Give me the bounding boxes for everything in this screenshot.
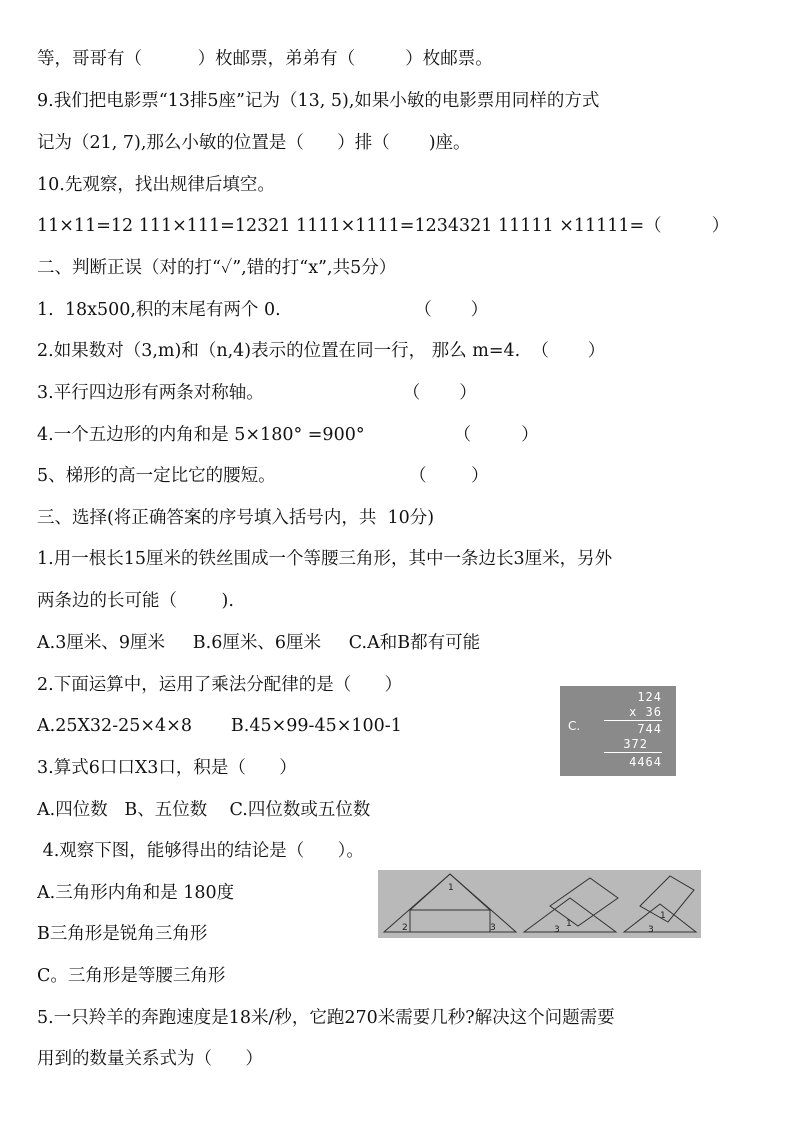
mult-option-label: C. <box>568 719 581 733</box>
judge-item-3: 3.平行四边形有两条对称轴。 （ ） <box>37 383 477 403</box>
angle-label: 1 <box>660 911 666 921</box>
mult-row: 744 <box>637 722 662 736</box>
mult-row: 124 <box>637 690 662 704</box>
judge-item-1: 1. 18x500,积的末尾有两个 0. （ ） <box>37 300 489 320</box>
mult-rule <box>604 752 662 753</box>
q10-pattern: 11×11=12 111×111=12321 1111×1111=1234321 11111 ×11111=（ ） <box>37 216 730 236</box>
choice-4-option-a: A.三角形内角和是 180度 <box>37 883 235 903</box>
choice-4-question: 4.观察下图，能够得出的结论是（ ）。 <box>37 841 364 861</box>
triangle-folding-figure <box>378 870 701 938</box>
q9-line2: 记为（21, 7),那么小敏的位置是（ ）排（ )座。 <box>37 133 471 153</box>
section2-heading: 二、判断正误（对的打“✓”,错的打“x”,共5分） <box>37 258 397 278</box>
mult-row: 4464 <box>629 755 662 769</box>
choice-4-option-c: C。三角形是等腰三角形 <box>37 966 226 986</box>
choice-5-line2: 用到的数量关系式为（ ） <box>37 1049 263 1069</box>
q8-continuation: 等，哥哥有（ ）枚邮票，弟弟有（ ）枚邮票。 <box>37 49 493 69</box>
choice-1-line2: 两条边的长可能（ ). <box>37 591 234 611</box>
triangle-drawing <box>378 870 701 938</box>
choice-3-question: 3.算式6口口X3口，积是（ ） <box>37 758 297 778</box>
judge-item-2: 2.如果数对（3,m)和（n,4)表示的位置在同一行， 那么 m=4. （ ） <box>37 341 606 361</box>
choice-1-options: A.3厘米、9厘米 B.6厘米、6厘米 C.A和B都有可能 <box>37 633 481 653</box>
folded-rect-2 <box>550 878 618 926</box>
choice-2-options: A.25X32-25×4×8 B.45×99-45×100-1 <box>37 716 402 736</box>
choice-3-options: A.四位数 B、五位数 C.四位数或五位数 <box>37 800 371 820</box>
angle-label: 3 <box>648 925 654 935</box>
multiplication-figure <box>560 686 676 776</box>
choice-4-option-b: B三角形是锐角三角形 <box>37 924 208 944</box>
q9-line1: 9.我们把电影票“13排5座”记为（13, 5),如果小敏的电影票用同样的方式 <box>37 91 600 111</box>
mult-row: 372 <box>623 737 648 751</box>
choice-2-question: 2.下面运算中，运用了乘法分配律的是（ ） <box>37 675 403 695</box>
judge-item-4: 4.一个五边形的内角和是 5×180° =900° （ ） <box>37 425 539 445</box>
angle-label: 1 <box>448 883 454 893</box>
angle-label: 1 <box>566 919 572 929</box>
choice-1-line1: 1.用一根长15厘米的铁丝围成一个等腰三角形，其中一条边长3厘米，另外 <box>37 549 613 569</box>
folded-rect-3 <box>640 876 694 922</box>
mult-row: x 36 <box>629 705 662 719</box>
angle-label: 3 <box>490 923 496 933</box>
angle-label: 3 <box>554 925 560 935</box>
choice-5-line1: 5.一只羚羊的奔跑速度是18米/秒，它跑270米需要几秒?解决这个问题需要 <box>37 1008 615 1028</box>
angle-label: 2 <box>402 923 408 933</box>
section3-heading: 三、选择(将正确答案的序号填入括号内，共 10分) <box>37 508 435 528</box>
mult-rule <box>604 720 662 721</box>
judge-item-5: 5、梯形的高一定比它的腰短。 （ ） <box>37 466 489 486</box>
q10-title: 10.先观察，找出规律后填空。 <box>37 175 275 195</box>
